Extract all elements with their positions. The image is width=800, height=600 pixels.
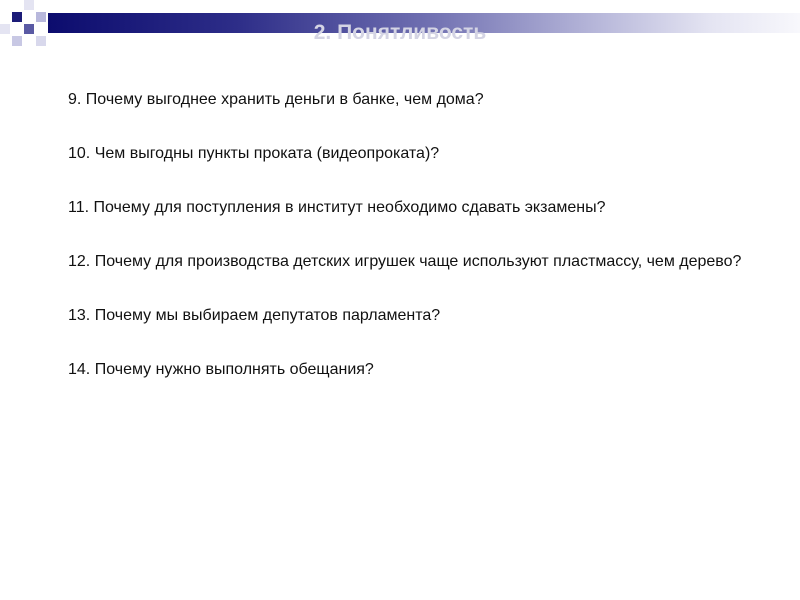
question-item-12: 12. Почему для производства детских игрушек чаще используют пластмассу, чем дерево? — [68, 253, 742, 270]
question-item-14: 14. Почему нужно выполнять обещания? — [68, 361, 374, 378]
decorative-square — [24, 0, 34, 10]
question-item-11: 11. Почему для поступления в институт необходимо сдавать экзамены? — [68, 199, 606, 216]
question-item-10: 10. Чем выгодны пункты проката (видеопроката)? — [68, 145, 440, 162]
slide-title: 2. Понятливость — [313, 21, 487, 44]
question-item-9: 9. Почему выгоднее хранить деньги в банке, чем дома? — [68, 91, 484, 108]
question-list — [68, 88, 768, 412]
question-item-13: 13. Почему мы выбираем депутатов парламента? — [68, 307, 441, 324]
